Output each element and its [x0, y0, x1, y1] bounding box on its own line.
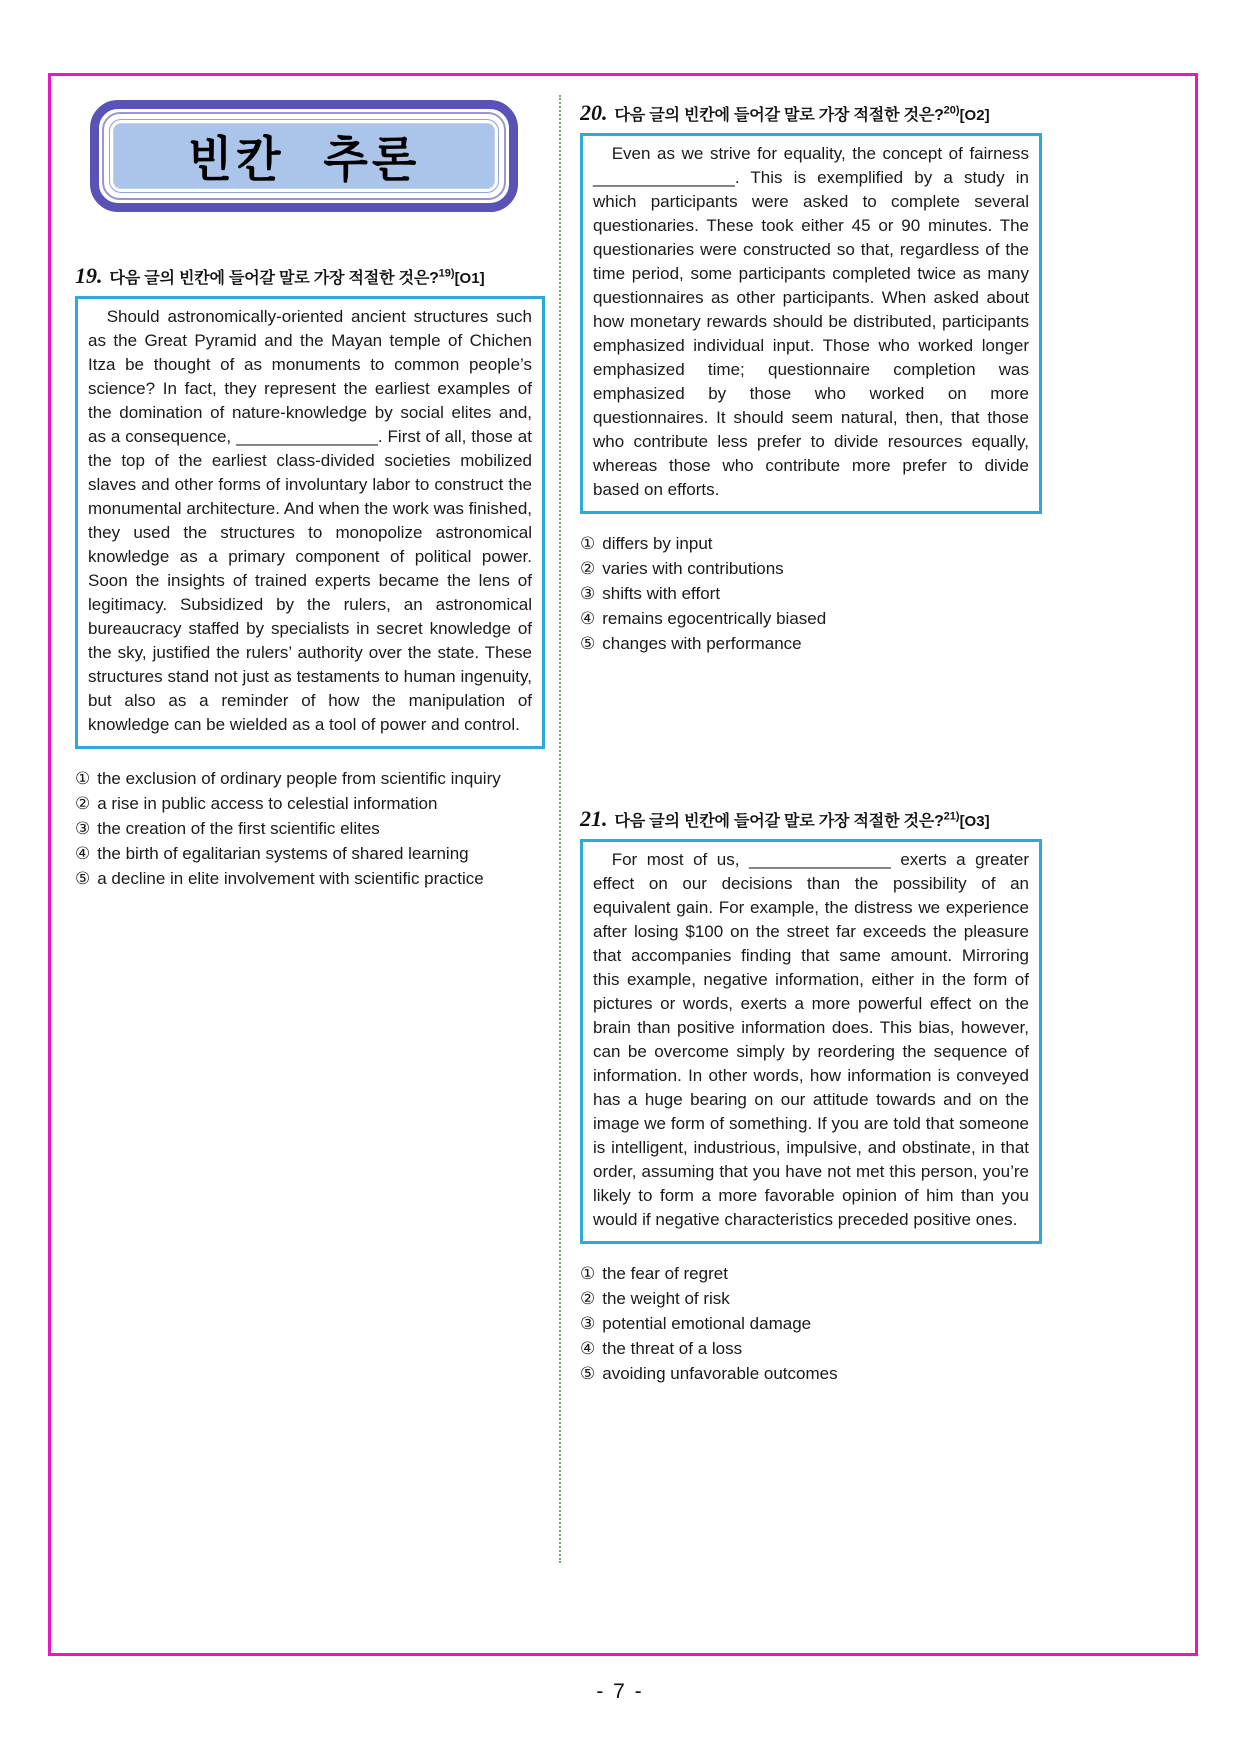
section-title-banner-mid [102, 112, 506, 200]
option-text: the exclusion of ordinary people from scientific inquiry [97, 769, 501, 788]
option-text: differs by input [602, 534, 713, 553]
option-text: shifts with effort [602, 584, 721, 603]
option-marker: ① [580, 1264, 596, 1283]
option-5 [75, 866, 545, 891]
question-21-passage: For most of us, _______________ exerts a greater effect on our decisions than the possibility of an equivalent gain. For example, the distress we experience after losing $100 on the street far exceeds the pleasure that accompanies finding that same amount. Mirroring this example, negative information, either in the form of pictures or words, exerts a more powerful effect on the brain than positive information does. This bias, however, can be overcome simply by reordering the sequence of information. In other words, how information is conveyed has a huge bearing on our attitude towards and on the image we form of something. If you are told that someone is intelligent, industrious, impulsive, and obstinate, in that order, assuming that you have not met this person, you’re likely to form a more favorable opinion of him than you would if negative characteristics preceded positive ones. [593, 850, 1029, 1229]
option-marker: ③ [580, 1314, 596, 1333]
option-4 [580, 606, 1042, 631]
option-marker: ③ [75, 819, 91, 838]
question-prompt: 다음 글의 빈칸에 들어갈 말로 가장 적절한 것은? [614, 813, 944, 830]
option-text: the birth of egalitarian systems of shared learning [97, 844, 469, 863]
question-footnote-ref: 21) [943, 810, 960, 823]
option-text: the creation of the first scientific elites [97, 819, 380, 838]
option-5 [580, 1361, 1042, 1386]
option-text: the threat of a loss [602, 1339, 743, 1358]
option-marker: ② [580, 559, 596, 578]
option-marker: ④ [580, 1339, 596, 1358]
option-text: potential emotional damage [602, 1314, 812, 1333]
question-number: 20. [580, 100, 608, 125]
question-footnote-ref: 19) [438, 267, 455, 280]
section-title-banner [90, 100, 518, 212]
option-text: the fear of regret [602, 1264, 728, 1283]
option-marker: ② [75, 794, 91, 813]
question-19-header [75, 263, 545, 289]
option-marker: ④ [580, 609, 596, 628]
option-marker: ⑤ [75, 869, 91, 888]
option-4 [75, 841, 545, 866]
right-column [580, 100, 1042, 1386]
question-prompt: 다음 글의 빈칸에 들어갈 말로 가장 적절한 것은? [614, 107, 944, 124]
option-1 [580, 531, 1042, 556]
option-2 [580, 556, 1042, 581]
question-20-header [580, 100, 1042, 126]
question-19-passage: Should astronomically-oriented ancient structures such as the Great Pyramid and the Mayan temple of Chichen Itza be thought of as monuments to common people’s science? In fact, they represent the earliest examples of the domination of nature-knowledge by social elites and, as a consequence, _______________. First of all, those at the top of the earliest class-divided societies mobilized slaves and other forms of involuntary labor to construct the monumental architecture. And when the work was finished, they used the structures to monopolize astronomical knowledge as a primary component of political power. Soon the insights of trained experts became the lens of legitimacy. Subsidized by the rulers, an astronomical bureaucracy staffed by specialists in secret knowledge of the sky, justified the rulers’ authority over the state. These structures stand not just as testaments to human ingenuity, but also as a reminder of how the manipulation of knowledge can be wielded as a tool of power and control. [88, 307, 532, 734]
question-20-options [580, 531, 1042, 656]
section-title-banner-inner [109, 119, 499, 193]
question-code: [O2] [959, 107, 990, 124]
option-3 [580, 1311, 1042, 1336]
option-marker: ④ [75, 844, 91, 863]
question-number: 21. [580, 806, 608, 831]
option-5 [580, 631, 1042, 656]
option-marker: ③ [580, 584, 596, 603]
question-19-passage-box [75, 296, 545, 749]
question-19-options [75, 766, 545, 891]
question-21-header [580, 806, 1042, 832]
column-divider [559, 95, 561, 1563]
question-code: [O1] [454, 270, 485, 287]
question-prompt: 다음 글의 빈칸에 들어갈 말로 가장 적절한 것은? [109, 270, 439, 287]
section-title: 빈칸 추론 [187, 131, 421, 187]
question-code: [O3] [959, 813, 990, 830]
question-20-passage-box [580, 133, 1042, 514]
question-number: 19. [75, 263, 103, 288]
option-text: the weight of risk [602, 1289, 730, 1308]
option-4 [580, 1336, 1042, 1361]
option-marker: ② [580, 1289, 596, 1308]
option-text: remains egocentrically biased [602, 609, 827, 628]
option-text: avoiding unfavorable outcomes [602, 1364, 838, 1383]
question-footnote-ref: 20) [943, 104, 960, 117]
option-3 [580, 581, 1042, 606]
question-20-passage: Even as we strive for equality, the concept of fairness _______________. This is exemplified by a study in which participants were asked to complete several questionaries. These took either 45 or 90 minutes. The questionaries were constructed so that, regardless of the time period, some participants completed twice as many questionnaires as other participants. When asked about how monetary rewards should be distributed, participants emphasized individual input. Those who worked longer emphasized time; questionnaire completion was emphasized by those who worked on more questionnaires. It should seem natural, then, that those who contribute less prefer to divide resources equally, whereas those who contribute more prefer to divide based on efforts. [593, 144, 1029, 499]
left-column [75, 263, 545, 891]
option-1 [580, 1261, 1042, 1286]
option-text: a decline in elite involvement with scientific practice [97, 869, 484, 888]
page-number: - 7 - [596, 1680, 644, 1703]
option-marker: ① [580, 534, 596, 553]
option-marker: ① [75, 769, 91, 788]
option-marker: ⑤ [580, 634, 596, 653]
option-3 [75, 816, 545, 841]
option-marker: ⑤ [580, 1364, 596, 1383]
option-text: a rise in public access to celestial information [97, 794, 438, 813]
option-text: varies with contributions [602, 559, 784, 578]
option-text: changes with performance [602, 634, 802, 653]
option-1 [75, 766, 545, 791]
question-21-passage-box [580, 839, 1042, 1244]
question-21-options [580, 1261, 1042, 1386]
option-2 [580, 1286, 1042, 1311]
option-2 [75, 791, 545, 816]
